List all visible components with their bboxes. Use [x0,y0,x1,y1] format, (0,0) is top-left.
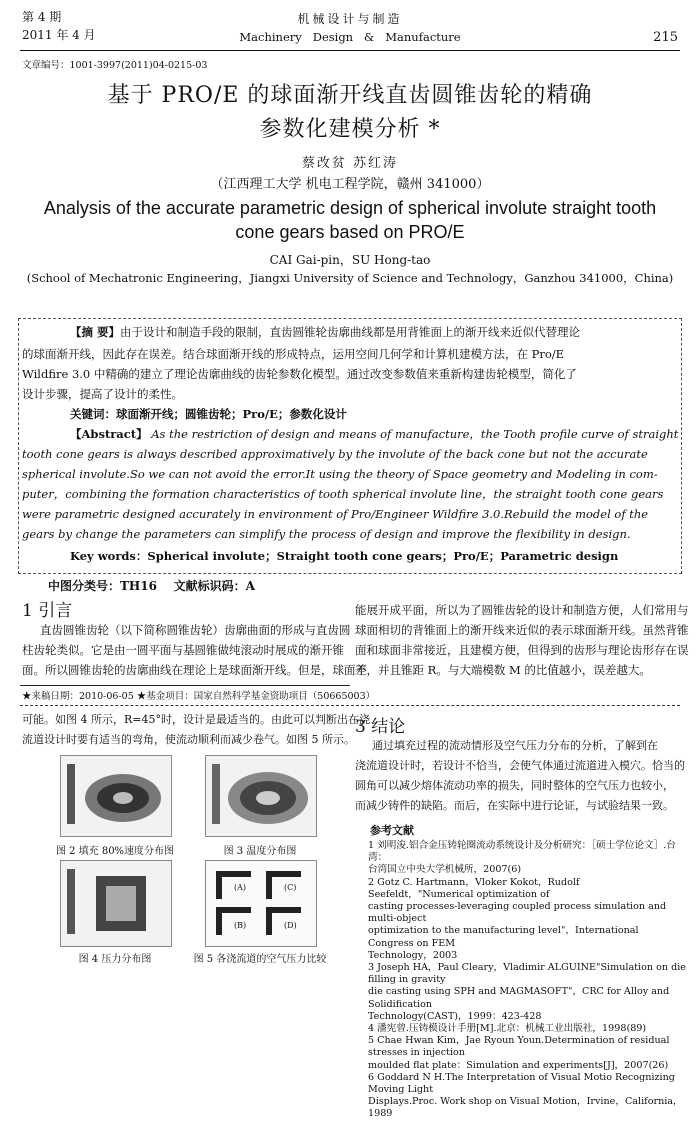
keywords-cn: 关键词：球面渐开线；圆锥齿轮；Pro/E；参数化设计 [70,407,347,421]
reference-line: 3 Joseph HA，Paul Cleary，Vladimir ALGUINE"Simulation on die filling in gravity [368,962,686,986]
affiliation-en: (School of Mechatronic Engineering，Jiangxi University of Science and Technology，Ganzhou 341000，China) [26,271,674,285]
figure-3-image [205,755,317,837]
abstract-cn-label: 【摘 要】 [70,325,121,339]
reference-line: 1 刘明浚.铝合金压铸轮圈流动系统设计及分析研究：［硕士学位论文］.台湾： [368,840,676,864]
title-en-line1: Analysis of the accurate parametric design of spherical involute straight tooth [43,198,657,218]
authors-en: CAI Gai-pin，SU Hong-tao [269,253,431,267]
section3-heading: 3 结论 [355,717,406,737]
journal-name-en: Machinery Design & Manufacture [239,30,461,44]
abstract-en-line6: gears by change the parameters can simplify the process of design and improve the flexibility in design. [22,527,631,541]
title-en-line2: cone gears based on PRO/E [235,222,465,242]
footnote: ★来稿日期：2010-06-05 ★基金项目：国家自然科学基金资助项目（50665003） [22,691,376,702]
reference-line: Displays.Proc. Work shop on Visual Motion，Irvine，California，1989 [368,1096,683,1120]
section1-right-line3: 面和球面非常接近，且建模方便，但得到的齿形与理论齿形存在误 [355,643,689,657]
figure-5-caption: 图 5 各浇流道的空气压力比较 [193,954,327,965]
figure-5-label-c: (C) [284,883,297,892]
references-heading: 参考文献 [370,824,414,837]
article-id: 文章编号：1001-3997(2011)04-0215-03 [22,60,208,71]
reference-line: 2 Gotz C. Hartmann，Vloker Kokot，Rudolf Seefeldt，"Numerical optimization of [368,876,580,900]
section1-left-line1: 直齿圆锥齿轮（以下简称圆锥齿轮）齿廓曲面的形成与直齿圆 [40,623,351,637]
figure-3-caption: 图 3 温度分布图 [223,846,297,857]
figure-5-label-a: (A) [234,883,247,892]
section3-line3: 圆角可以减少熔体流动功率的损失，同时整体的空气压力也较小， [355,779,674,792]
reference-line: optimization to the manufacturing level"，International Congress on FEM [368,925,639,949]
reference-line: casting processes-leveraging coupled process simulation and multi-object [368,901,667,925]
reference-line: 台湾国立中央大学机械所，2007(6) [368,864,522,876]
abstract-cn-line3: Wildfire 3.0 中精确的建立了理论齿廓曲线的齿轮参数化模型。通过改变参数值来重新构建齿轮模型，简化了 [22,367,577,381]
section-separator [20,705,680,706]
references-list [368,840,686,1121]
figure-2-caption: 图 2 填充 80%速度分布图 [55,846,175,857]
figure-5-image [205,860,317,947]
section1-right-line1: 能展开成平面，所以为了圆锥齿轮的设计和制造方便，人们常用与 [355,603,689,617]
footnote-rule [20,685,350,686]
reference-line: die casting using SPH and MAGMASOFT"，CRC for Alloy and Solidification [368,986,670,1010]
section3-line4: 而减少铸件的缺陷。而后，在实际中进行论证，与试验结果一致。 [355,799,674,812]
lower-left-line2: 流道设计时要有适当的弯角，使流动顺利而减少卷气。如图 5 所示。 [22,733,355,746]
section3-line2: 浇流道设计时，若设计不恰当，会使气体通过流道进入模穴。恰当的 [355,759,685,772]
section3-line1: 通过填充过程的流动情形及空气压力分布的分析，了解到在 [372,739,658,752]
figure-5-label-d: (D) [284,921,297,930]
abstract-en-line1: 【Abstract】 As the restriction of design and means of manufacture，the Tooth profile curve of straight [70,427,679,441]
abstract-cn-line4: 设计步骤，提高了设计的柔性。 [22,387,183,401]
authors-cn: 蔡改贫 苏红涛 [301,156,399,171]
keywords-en: Key words：Spherical involute；Straight tooth cone gears；Pro/E；Parametric design [70,549,619,563]
abstract-cn-line1: 【摘 要】由于设计和制造手段的限制，直齿圆锥轮齿廓曲线都是用背锥面上的渐开线来近似代替理论 [70,325,581,339]
title-cn-line2: 参数化建模分析 * [259,117,441,142]
reference-line: Technology(CAST)，1999：423-428 [368,1010,542,1022]
affiliation-cn: （江西理工大学 机电工程学院，赣州 341000） [210,177,490,192]
page-number: 215 [653,30,678,45]
abstract-en-line2: tooth cone gears is always described approximatively by the involute of the back cone but not the accurate [22,447,648,461]
classification: 中图分类号：TH16 文献标识码：A [48,579,255,593]
section1-left-line3: 面。所以圆锥齿轮的齿廓曲线在理论上是球面渐开线。但是，球面不 [22,663,367,677]
figure-5-label-b: (B) [234,921,247,930]
section1-left-line2: 柱齿轮类似。它是由一圆平面与基圆锥做纯滚动时展成的渐开锥 [22,643,344,657]
abstract-en-line4: puter，combining the formation characteristics of tooth spherical involute line，the straight tooth cone gears [22,487,664,501]
section1-right-line4: 差，并且锥距 R。与大端模数 M 的比值越小，误差越大。 [355,663,651,677]
reference-line: 4 潘宪曾.压铸模设计手册[M].北京：机械工业出版社，1998(89) [368,1023,647,1035]
figure-4-caption: 图 4 压力分布图 [78,954,152,965]
reference-line: moulded flat plate：Simulation and experiments[J]，2007(26) [368,1059,669,1071]
section1-right-line2: 球面相切的背锥面上的渐开线来近似的表示球面渐开线。虽然背锥 [355,623,689,637]
abstract-en-line5: were parametric designed accurately in environment of Pro/Engineer Wildfire 3.0.Rebuild the model of the [22,507,649,521]
section1-heading: 1 引言 [22,601,73,621]
title-cn-line1: 基于 PRO/E 的球面渐开线直齿圆锥齿轮的精确 [107,83,593,108]
lower-left-line1: 可能。如图 4 所示，R=45°时，设计是最适当的。由此可以判断出在浇 [22,713,370,726]
journal-name-cn: 机械设计与制造 [297,12,403,26]
issue-date: 2011 年 4 月 [22,28,96,42]
abstract-en-label: 【Abstract】 [70,427,148,441]
reference-line: 6 Goddard N H.The Interpretation of Visual Motio Recognizing Moving Light [368,1071,675,1096]
reference-line: Technology，2003 [368,949,458,961]
abstract-en-line3: spherical involute.So we can not avoid the error.It using the theory of Space geometry and Modeling in com- [22,467,658,481]
figure-4-image [60,860,172,947]
issue-number: 第 4 期 [22,10,62,24]
abstract-cn-line2: 的球面渐开线，因此存在误差。结合球面渐开线的形成特点，运用空间几何学和计算机建模方法，在 Pro/E [22,347,565,361]
header-rule [20,50,680,51]
reference-line: 5 Chae Hwan Kim，Jae Ryoun Youn.Determination of residual stresses in injection [368,1035,670,1059]
figure-2-image [60,755,172,837]
